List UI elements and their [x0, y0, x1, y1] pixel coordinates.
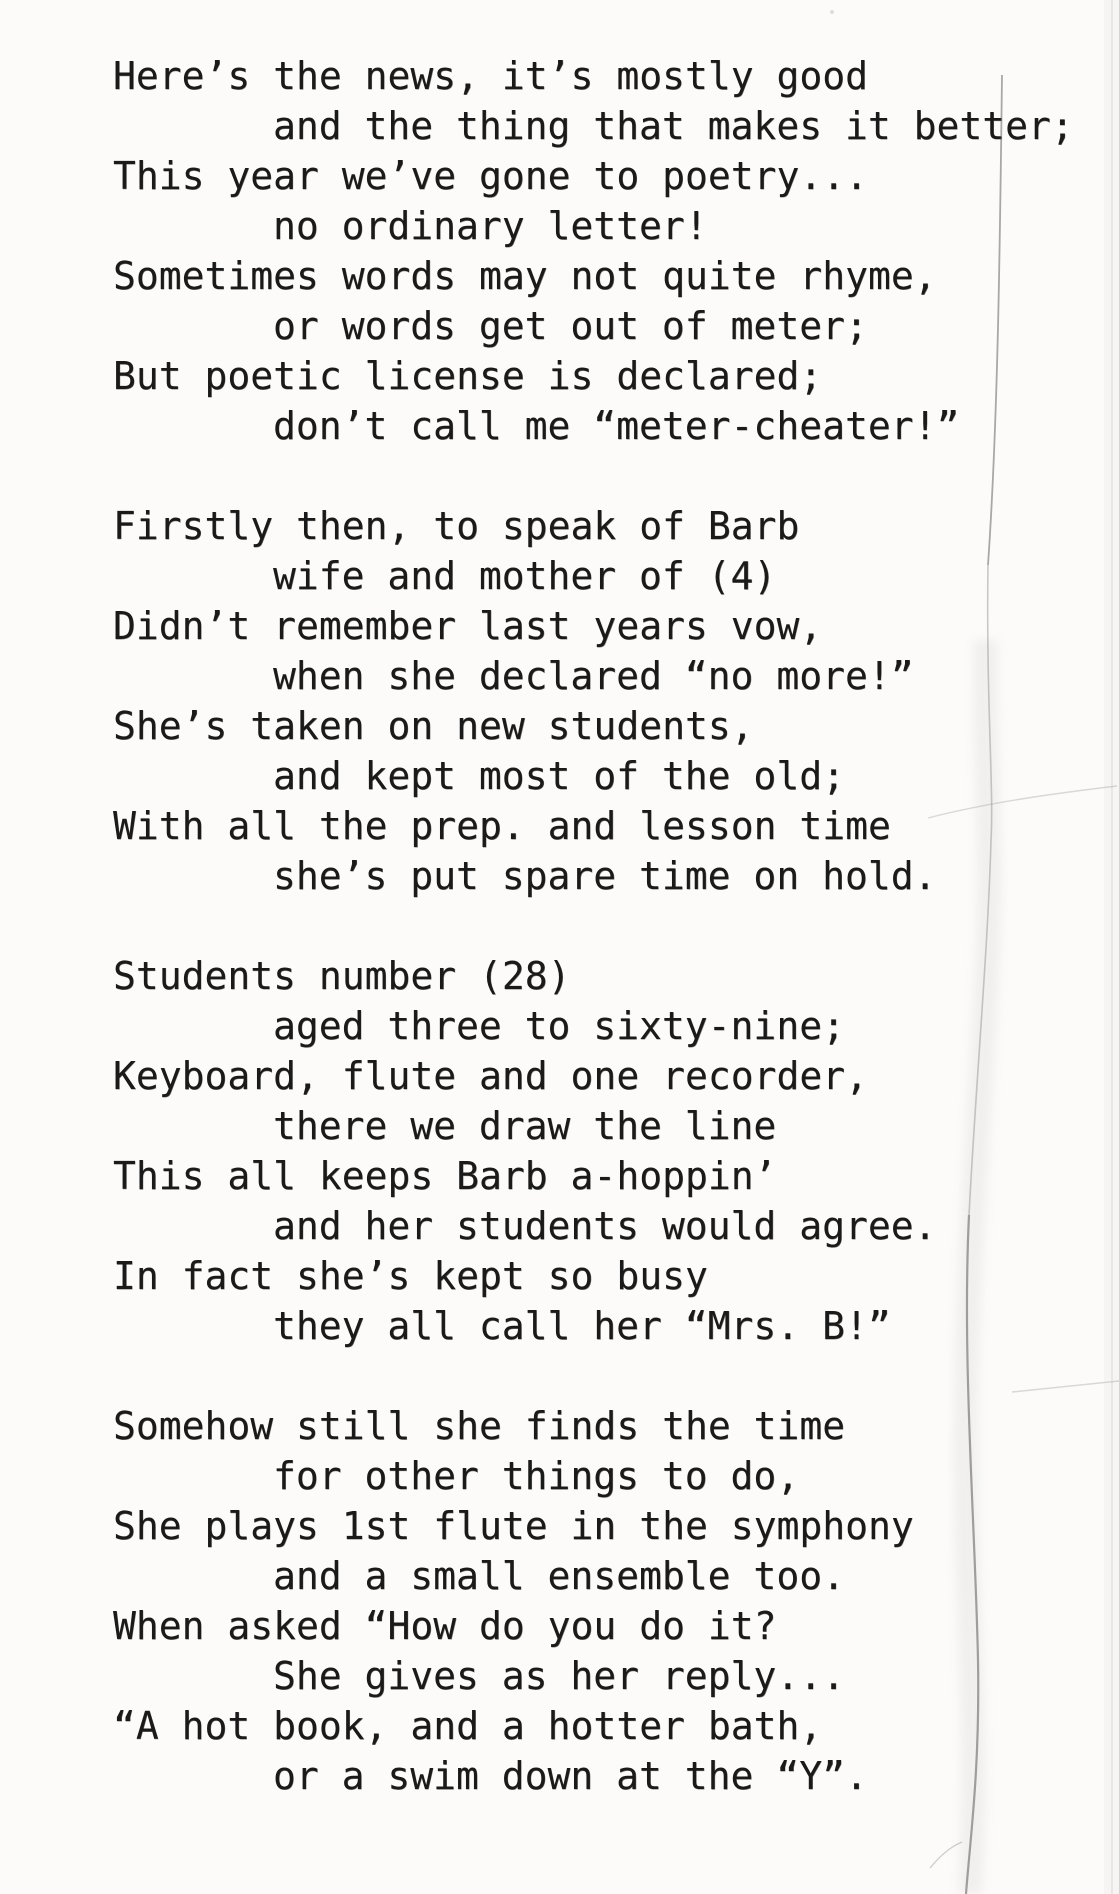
poem-line: don’t call me “meter-cheater!”: [273, 404, 960, 448]
poem-line: when she declared “no more!”: [273, 654, 914, 698]
poem-line: she’s put spare time on hold.: [273, 854, 937, 898]
paper-edge-shading: [1104, 0, 1119, 1894]
poem-line: She plays 1st flute in the symphony: [113, 1504, 914, 1548]
poem-line: or words get out of meter;: [273, 304, 868, 348]
poem-line: aged three to sixty-nine;: [273, 1004, 845, 1048]
paper-speck: [830, 10, 834, 14]
poem-line: no ordinary letter!: [273, 204, 708, 248]
poem-line: Didn’t remember last years vow,: [113, 604, 823, 648]
poem-line: and her students would agree.: [273, 1204, 937, 1248]
poem-line: But poetic license is declared;: [113, 354, 823, 398]
poem-line: and kept most of the old;: [273, 754, 845, 798]
poem-line: wife and mother of (4): [273, 554, 777, 598]
poem-line: they all call her “Mrs. B!”: [273, 1304, 891, 1348]
poem-line: Sometimes words may not quite rhyme,: [113, 254, 937, 298]
stanza: [113, 501, 1074, 901]
poem-text: [113, 51, 1074, 1851]
poem-line: there we draw the line: [273, 1104, 777, 1148]
poem-line: Here’s the news, it’s mostly good: [113, 54, 868, 98]
poem-line: Somehow still she finds the time: [113, 1404, 846, 1448]
poem-line: “A hot book, and a hotter bath,: [113, 1704, 823, 1748]
poem-line: and the thing that makes it better;: [273, 104, 1074, 148]
poem-line: She’s taken on new students,: [113, 704, 754, 748]
poem-line: Keyboard, flute and one recorder,: [113, 1054, 868, 1098]
poem-line: or a swim down at the “Y”.: [273, 1754, 868, 1798]
poem-line: When asked “How do you do it?: [113, 1604, 777, 1648]
poem-line: Students number (28): [113, 954, 571, 998]
stanza: [113, 51, 1074, 451]
stanza: [113, 1401, 1074, 1801]
poem-line: and a small ensemble too.: [273, 1554, 845, 1598]
poem-line: With all the prep. and lesson time: [113, 804, 891, 848]
poem-line: This all keeps Barb a-hoppin’: [113, 1154, 777, 1198]
poem-line: Firstly then, to speak of Barb: [113, 504, 800, 548]
poem-line: She gives as her reply...: [273, 1654, 845, 1698]
poem-line: for other things to do,: [273, 1454, 800, 1498]
poem-line: In fact she’s kept so busy: [113, 1254, 708, 1298]
stanza: [113, 951, 1074, 1351]
poem-line: This year we’ve gone to poetry...: [113, 154, 868, 198]
